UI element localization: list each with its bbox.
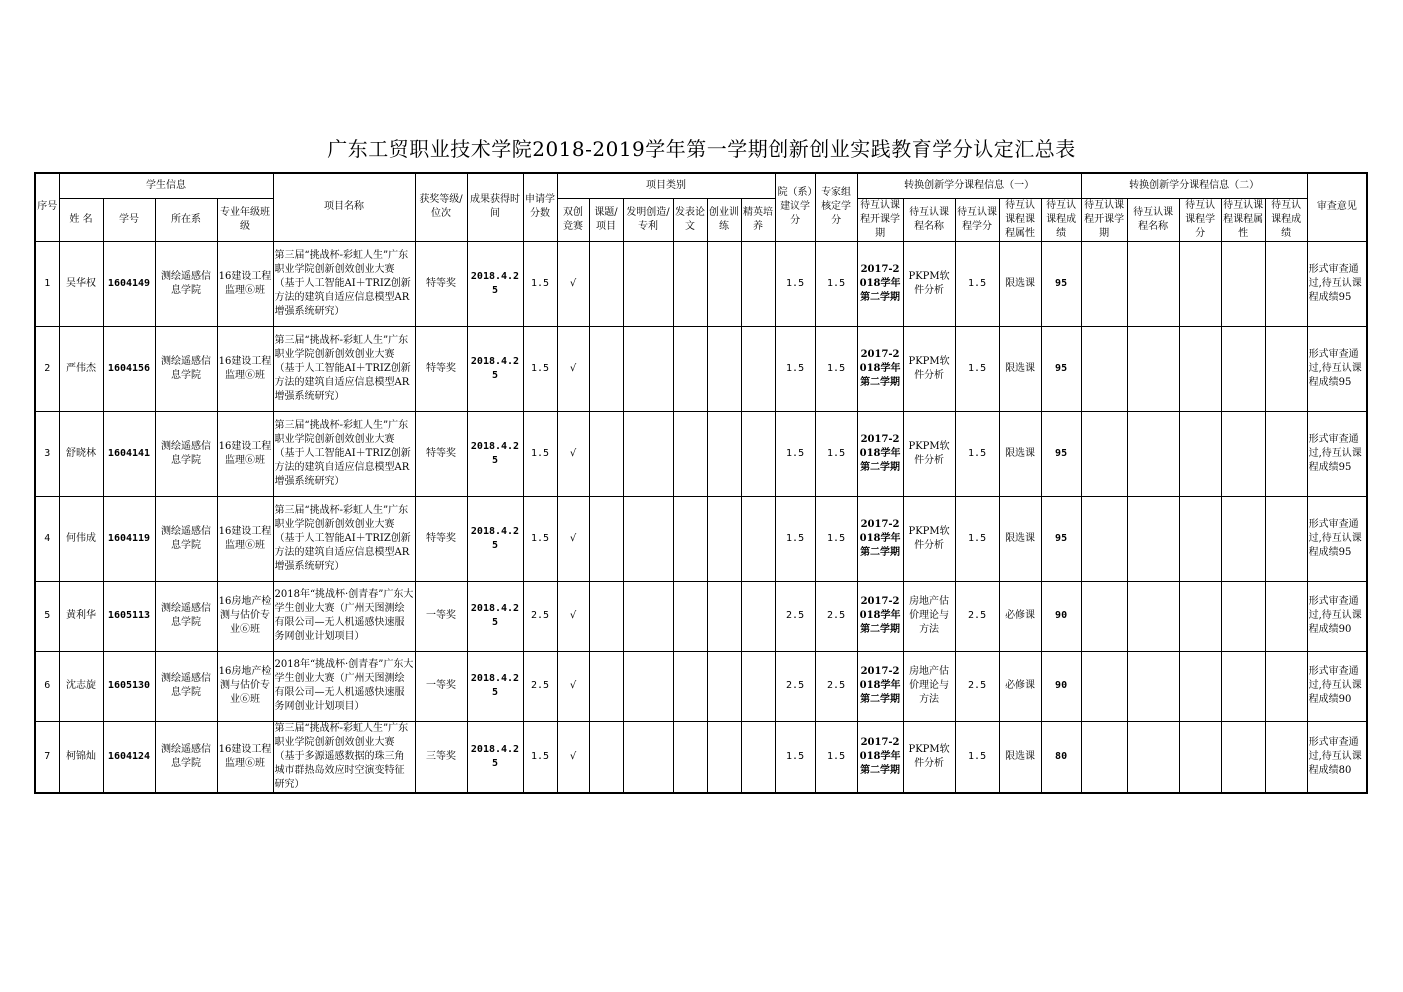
award-time: 2018.4.25 xyxy=(467,496,523,581)
c1-credit: 2.5 xyxy=(955,581,999,651)
department: 测绘遥感信息学院 xyxy=(155,721,217,793)
cat-patent xyxy=(623,496,673,581)
dept-credit: 1.5 xyxy=(775,411,815,496)
cat-paper xyxy=(673,651,707,721)
c2-semester xyxy=(1081,496,1127,581)
cat-training xyxy=(707,581,741,651)
expert-credit: 1.5 xyxy=(815,411,857,496)
applied-credit: 1.5 xyxy=(523,496,557,581)
header-expert-credit: 专家组核定学分 xyxy=(815,173,857,241)
c1-attr: 限选课 xyxy=(999,241,1041,326)
cat-competition-mark: √ xyxy=(557,241,589,326)
header-cat-training: 创业训练 xyxy=(707,198,741,241)
cat-topic xyxy=(589,496,623,581)
c2-score xyxy=(1265,326,1307,411)
dept-credit: 1.5 xyxy=(775,496,815,581)
header-c1-name: 待互认课程名称 xyxy=(903,198,955,241)
cat-elite xyxy=(741,721,775,793)
major-class: 16建设工程监理⑥班 xyxy=(217,496,273,581)
award-time: 2018.4.25 xyxy=(467,721,523,793)
header-name: 姓 名 xyxy=(59,198,103,241)
c2-attr xyxy=(1221,241,1265,326)
review-comment: 形式审查通过,待互认课程成绩90 xyxy=(1307,651,1367,721)
award-level: 一等奖 xyxy=(415,651,467,721)
student-id: 1605113 xyxy=(103,581,155,651)
review-comment: 形式审查通过,待互认课程成绩95 xyxy=(1307,241,1367,326)
c1-course-name: PKPM软件分析 xyxy=(903,721,955,793)
c2-credit xyxy=(1179,651,1221,721)
cat-topic xyxy=(589,721,623,793)
c1-semester: 2017-2018学年第二学期 xyxy=(857,411,903,496)
c2-credit xyxy=(1179,721,1221,793)
review-comment: 形式审查通过,待互认课程成绩80 xyxy=(1307,721,1367,793)
cat-training xyxy=(707,496,741,581)
student-id: 1605130 xyxy=(103,651,155,721)
c2-score xyxy=(1265,411,1307,496)
c2-course-name xyxy=(1127,721,1179,793)
row-seq: 1 xyxy=(35,241,59,326)
student-id: 1604124 xyxy=(103,721,155,793)
expert-credit: 1.5 xyxy=(815,496,857,581)
c1-credit: 1.5 xyxy=(955,721,999,793)
applied-credit: 2.5 xyxy=(523,651,557,721)
cat-topic xyxy=(589,581,623,651)
project-name: 2018年“挑战杯·创青春”广东大学生创业大赛（广州天图测绘有限公司—无人机遥感快速服务网创业计划项目） xyxy=(273,651,415,721)
header-award-time: 成果获得时间 xyxy=(467,173,523,241)
cat-topic xyxy=(589,241,623,326)
c1-course-name: 房地产估价理论与方法 xyxy=(903,651,955,721)
cat-patent xyxy=(623,411,673,496)
cat-paper xyxy=(673,241,707,326)
department: 测绘遥感信息学院 xyxy=(155,496,217,581)
c2-semester xyxy=(1081,241,1127,326)
project-name: 第三届“挑战杯-彩虹人生”广东职业学院创新创效创业大赛（基于人工智能AI＋TRIZ创新方法的建筑自适应信息模型AR增强系统研究） xyxy=(273,241,415,326)
c2-attr xyxy=(1221,651,1265,721)
award-level: 特等奖 xyxy=(415,496,467,581)
c1-score: 95 xyxy=(1041,241,1081,326)
header-c1-attr: 待互认课程课程属性 xyxy=(999,198,1041,241)
cat-paper xyxy=(673,326,707,411)
project-name: 第三届“挑战杯-彩虹人生”广东职业学院创新创效创业大赛（基于人工智能AI＋TRIZ创新方法的建筑自适应信息模型AR增强系统研究） xyxy=(273,496,415,581)
c2-course-name xyxy=(1127,241,1179,326)
data-rows xyxy=(35,241,1367,793)
c1-attr: 必修课 xyxy=(999,651,1041,721)
c1-semester: 2017-2018学年第二学期 xyxy=(857,326,903,411)
table-row xyxy=(35,241,1367,326)
header-cat-patent: 发明创造/专利 xyxy=(623,198,673,241)
c1-course-name: PKPM软件分析 xyxy=(903,411,955,496)
c2-semester xyxy=(1081,411,1127,496)
cat-patent xyxy=(623,241,673,326)
c2-semester xyxy=(1081,721,1127,793)
c1-score: 95 xyxy=(1041,411,1081,496)
header-c2-attr: 待互认课程课程属性 xyxy=(1221,198,1265,241)
cat-competition-mark: √ xyxy=(557,496,589,581)
header-c2-credit: 待互认课程学分 xyxy=(1179,198,1221,241)
c2-credit xyxy=(1179,581,1221,651)
project-name: 第三届“挑战杯-彩虹人生”广东职业学院创新创效创业大赛（基于多源遥感数据的珠三角城市群热岛效应时空演变特征研究） xyxy=(273,721,415,793)
dept-credit: 2.5 xyxy=(775,651,815,721)
department: 测绘遥感信息学院 xyxy=(155,326,217,411)
c1-semester: 2017-2018学年第二学期 xyxy=(857,581,903,651)
header-seq: 序号 xyxy=(35,173,59,241)
student-name: 何伟成 xyxy=(59,496,103,581)
table-row xyxy=(35,411,1367,496)
c1-score: 90 xyxy=(1041,581,1081,651)
department: 测绘遥感信息学院 xyxy=(155,411,217,496)
c1-score: 95 xyxy=(1041,326,1081,411)
c2-course-name xyxy=(1127,411,1179,496)
header-dept-credit: 院（系）建议学分 xyxy=(775,173,815,241)
award-level: 特等奖 xyxy=(415,326,467,411)
cat-training xyxy=(707,241,741,326)
student-name: 吴华权 xyxy=(59,241,103,326)
header-award-level: 获奖等级/位次 xyxy=(415,173,467,241)
department: 测绘遥感信息学院 xyxy=(155,581,217,651)
c2-course-name xyxy=(1127,651,1179,721)
header-cat-paper: 发表论文 xyxy=(673,198,707,241)
award-level: 一等奖 xyxy=(415,581,467,651)
c1-score: 80 xyxy=(1041,721,1081,793)
header-review: 审查意见 xyxy=(1307,173,1367,241)
cat-paper xyxy=(673,496,707,581)
cat-competition-mark: √ xyxy=(557,721,589,793)
applied-credit: 1.5 xyxy=(523,241,557,326)
c1-credit: 1.5 xyxy=(955,496,999,581)
table-row xyxy=(35,326,1367,411)
project-name: 2018年“挑战杯·创青春”广东大学生创业大赛（广州天图测绘有限公司—无人机遥感快速服务网创业计划项目） xyxy=(273,581,415,651)
cat-elite xyxy=(741,581,775,651)
header-convert-2: 转换创新学分课程信息（二） xyxy=(1081,173,1307,198)
major-class: 16建设工程监理⑥班 xyxy=(217,721,273,793)
cat-topic xyxy=(589,411,623,496)
credit-summary-table xyxy=(34,172,1368,794)
c1-course-name: PKPM软件分析 xyxy=(903,241,955,326)
c1-attr: 限选课 xyxy=(999,326,1041,411)
c1-score: 95 xyxy=(1041,496,1081,581)
project-name: 第三届“挑战杯-彩虹人生”广东职业学院创新创效创业大赛（基于人工智能AI＋TRIZ创新方法的建筑自适应信息模型AR增强系统研究） xyxy=(273,326,415,411)
header-project-name: 项目名称 xyxy=(273,173,415,241)
c2-course-name xyxy=(1127,326,1179,411)
cat-elite xyxy=(741,241,775,326)
c2-credit xyxy=(1179,496,1221,581)
award-time: 2018.4.25 xyxy=(467,581,523,651)
cat-paper xyxy=(673,411,707,496)
student-id: 1604156 xyxy=(103,326,155,411)
cat-competition-mark: √ xyxy=(557,411,589,496)
header-c2-semester: 待互认课程开课学期 xyxy=(1081,198,1127,241)
c2-credit xyxy=(1179,241,1221,326)
review-comment: 形式审查通过,待互认课程成绩90 xyxy=(1307,581,1367,651)
c2-course-name xyxy=(1127,496,1179,581)
dept-credit: 1.5 xyxy=(775,326,815,411)
student-name: 舒晓林 xyxy=(59,411,103,496)
c1-credit: 2.5 xyxy=(955,651,999,721)
applied-credit: 2.5 xyxy=(523,581,557,651)
expert-credit: 1.5 xyxy=(815,241,857,326)
c2-credit xyxy=(1179,411,1221,496)
c2-attr xyxy=(1221,721,1265,793)
dept-credit: 1.5 xyxy=(775,721,815,793)
student-name: 沈志旋 xyxy=(59,651,103,721)
c2-attr xyxy=(1221,326,1265,411)
cat-training xyxy=(707,651,741,721)
cat-elite xyxy=(741,651,775,721)
header-applied-credit: 申请学分数 xyxy=(523,173,557,241)
header-department: 所在系 xyxy=(155,198,217,241)
cat-elite xyxy=(741,326,775,411)
c2-attr xyxy=(1221,411,1265,496)
award-time: 2018.4.25 xyxy=(467,241,523,326)
cat-training xyxy=(707,721,741,793)
header-cat-topic: 课题/项目 xyxy=(589,198,623,241)
page-title: 广东工贸职业技术学院2018-2019学年第一学期创新创业实践教育学分认定汇总表 xyxy=(327,137,1076,161)
expert-credit: 1.5 xyxy=(815,721,857,793)
major-class: 16建设工程监理⑥班 xyxy=(217,241,273,326)
c2-semester xyxy=(1081,651,1127,721)
student-id: 1604141 xyxy=(103,411,155,496)
dept-credit: 1.5 xyxy=(775,241,815,326)
header-major-class: 专业年级班级 xyxy=(217,198,273,241)
c2-attr xyxy=(1221,581,1265,651)
c2-score xyxy=(1265,581,1307,651)
cat-topic xyxy=(589,651,623,721)
c1-course-name: 房地产估价理论与方法 xyxy=(903,581,955,651)
cat-paper xyxy=(673,721,707,793)
c1-attr: 限选课 xyxy=(999,496,1041,581)
award-time: 2018.4.25 xyxy=(467,651,523,721)
award-time: 2018.4.25 xyxy=(467,326,523,411)
header-cat-competition: 双创竞赛 xyxy=(557,198,589,241)
header-project-category: 项目类别 xyxy=(557,173,775,198)
review-comment: 形式审查通过,待互认课程成绩95 xyxy=(1307,411,1367,496)
header-cat-elite: 精英培养 xyxy=(741,198,775,241)
c1-attr: 必修课 xyxy=(999,581,1041,651)
expert-credit: 1.5 xyxy=(815,326,857,411)
header-c1-score: 待互认课程成绩 xyxy=(1041,198,1081,241)
cat-training xyxy=(707,326,741,411)
c1-credit: 1.5 xyxy=(955,326,999,411)
row-seq: 2 xyxy=(35,326,59,411)
header-student-id: 学号 xyxy=(103,198,155,241)
table-row xyxy=(35,581,1367,651)
student-name: 严伟杰 xyxy=(59,326,103,411)
cat-patent xyxy=(623,581,673,651)
c2-score xyxy=(1265,241,1307,326)
c1-semester: 2017-2018学年第二学期 xyxy=(857,241,903,326)
major-class: 16房地产检测与估价专业⑥班 xyxy=(217,581,273,651)
header-c2-score: 待互认课程成绩 xyxy=(1265,198,1307,241)
award-level: 特等奖 xyxy=(415,411,467,496)
header-convert-1: 转换创新学分课程信息（一） xyxy=(857,173,1081,198)
row-seq: 7 xyxy=(35,721,59,793)
c1-attr: 限选课 xyxy=(999,411,1041,496)
cat-competition-mark: √ xyxy=(557,326,589,411)
applied-credit: 1.5 xyxy=(523,721,557,793)
row-seq: 4 xyxy=(35,496,59,581)
cat-training xyxy=(707,411,741,496)
c1-credit: 1.5 xyxy=(955,241,999,326)
c1-semester: 2017-2018学年第二学期 xyxy=(857,651,903,721)
award-level: 特等奖 xyxy=(415,241,467,326)
header-c2-name: 待互认课程名称 xyxy=(1127,198,1179,241)
cat-competition-mark: √ xyxy=(557,581,589,651)
header-c1-credit: 待互认课程学分 xyxy=(955,198,999,241)
cat-elite xyxy=(741,411,775,496)
cat-patent xyxy=(623,326,673,411)
expert-credit: 2.5 xyxy=(815,581,857,651)
cat-topic xyxy=(589,326,623,411)
header-row-1 xyxy=(35,173,1367,198)
department: 测绘遥感信息学院 xyxy=(155,651,217,721)
header-student-info: 学生信息 xyxy=(59,173,273,198)
student-id: 1604119 xyxy=(103,496,155,581)
c2-score xyxy=(1265,721,1307,793)
award-level: 三等奖 xyxy=(415,721,467,793)
major-class: 16建设工程监理⑥班 xyxy=(217,411,273,496)
cat-competition-mark: √ xyxy=(557,651,589,721)
department: 测绘遥感信息学院 xyxy=(155,241,217,326)
header-c1-semester: 待互认课程开课学期 xyxy=(857,198,903,241)
major-class: 16房地产检测与估价专业⑥班 xyxy=(217,651,273,721)
c1-course-name: PKPM软件分析 xyxy=(903,496,955,581)
student-id: 1604149 xyxy=(103,241,155,326)
c1-credit: 1.5 xyxy=(955,411,999,496)
c2-score xyxy=(1265,496,1307,581)
c2-attr xyxy=(1221,496,1265,581)
cat-patent xyxy=(623,651,673,721)
c2-credit xyxy=(1179,326,1221,411)
review-comment: 形式审查通过,待互认课程成绩95 xyxy=(1307,496,1367,581)
applied-credit: 1.5 xyxy=(523,326,557,411)
row-seq: 5 xyxy=(35,581,59,651)
project-name: 第三届“挑战杯-彩虹人生”广东职业学院创新创效创业大赛（基于人工智能AI＋TRIZ创新方法的建筑自适应信息模型AR增强系统研究） xyxy=(273,411,415,496)
c1-semester: 2017-2018学年第二学期 xyxy=(857,496,903,581)
cat-elite xyxy=(741,496,775,581)
table-row xyxy=(35,651,1367,721)
cat-paper xyxy=(673,581,707,651)
c1-attr: 限选课 xyxy=(999,721,1041,793)
dept-credit: 2.5 xyxy=(775,581,815,651)
header-row-2 xyxy=(35,198,1367,241)
expert-credit: 2.5 xyxy=(815,651,857,721)
c2-score xyxy=(1265,651,1307,721)
c1-semester: 2017-2018学年第二学期 xyxy=(857,721,903,793)
c2-semester xyxy=(1081,326,1127,411)
student-name: 黄利华 xyxy=(59,581,103,651)
cat-patent xyxy=(623,721,673,793)
student-name: 柯锦灿 xyxy=(59,721,103,793)
c2-course-name xyxy=(1127,581,1179,651)
c1-score: 90 xyxy=(1041,651,1081,721)
c1-course-name: PKPM软件分析 xyxy=(903,326,955,411)
award-time: 2018.4.25 xyxy=(467,411,523,496)
table-row xyxy=(35,721,1367,793)
review-comment: 形式审查通过,待互认课程成绩95 xyxy=(1307,326,1367,411)
c2-semester xyxy=(1081,581,1127,651)
table-row xyxy=(35,496,1367,581)
applied-credit: 1.5 xyxy=(523,411,557,496)
row-seq: 6 xyxy=(35,651,59,721)
row-seq: 3 xyxy=(35,411,59,496)
major-class: 16建设工程监理⑥班 xyxy=(217,326,273,411)
